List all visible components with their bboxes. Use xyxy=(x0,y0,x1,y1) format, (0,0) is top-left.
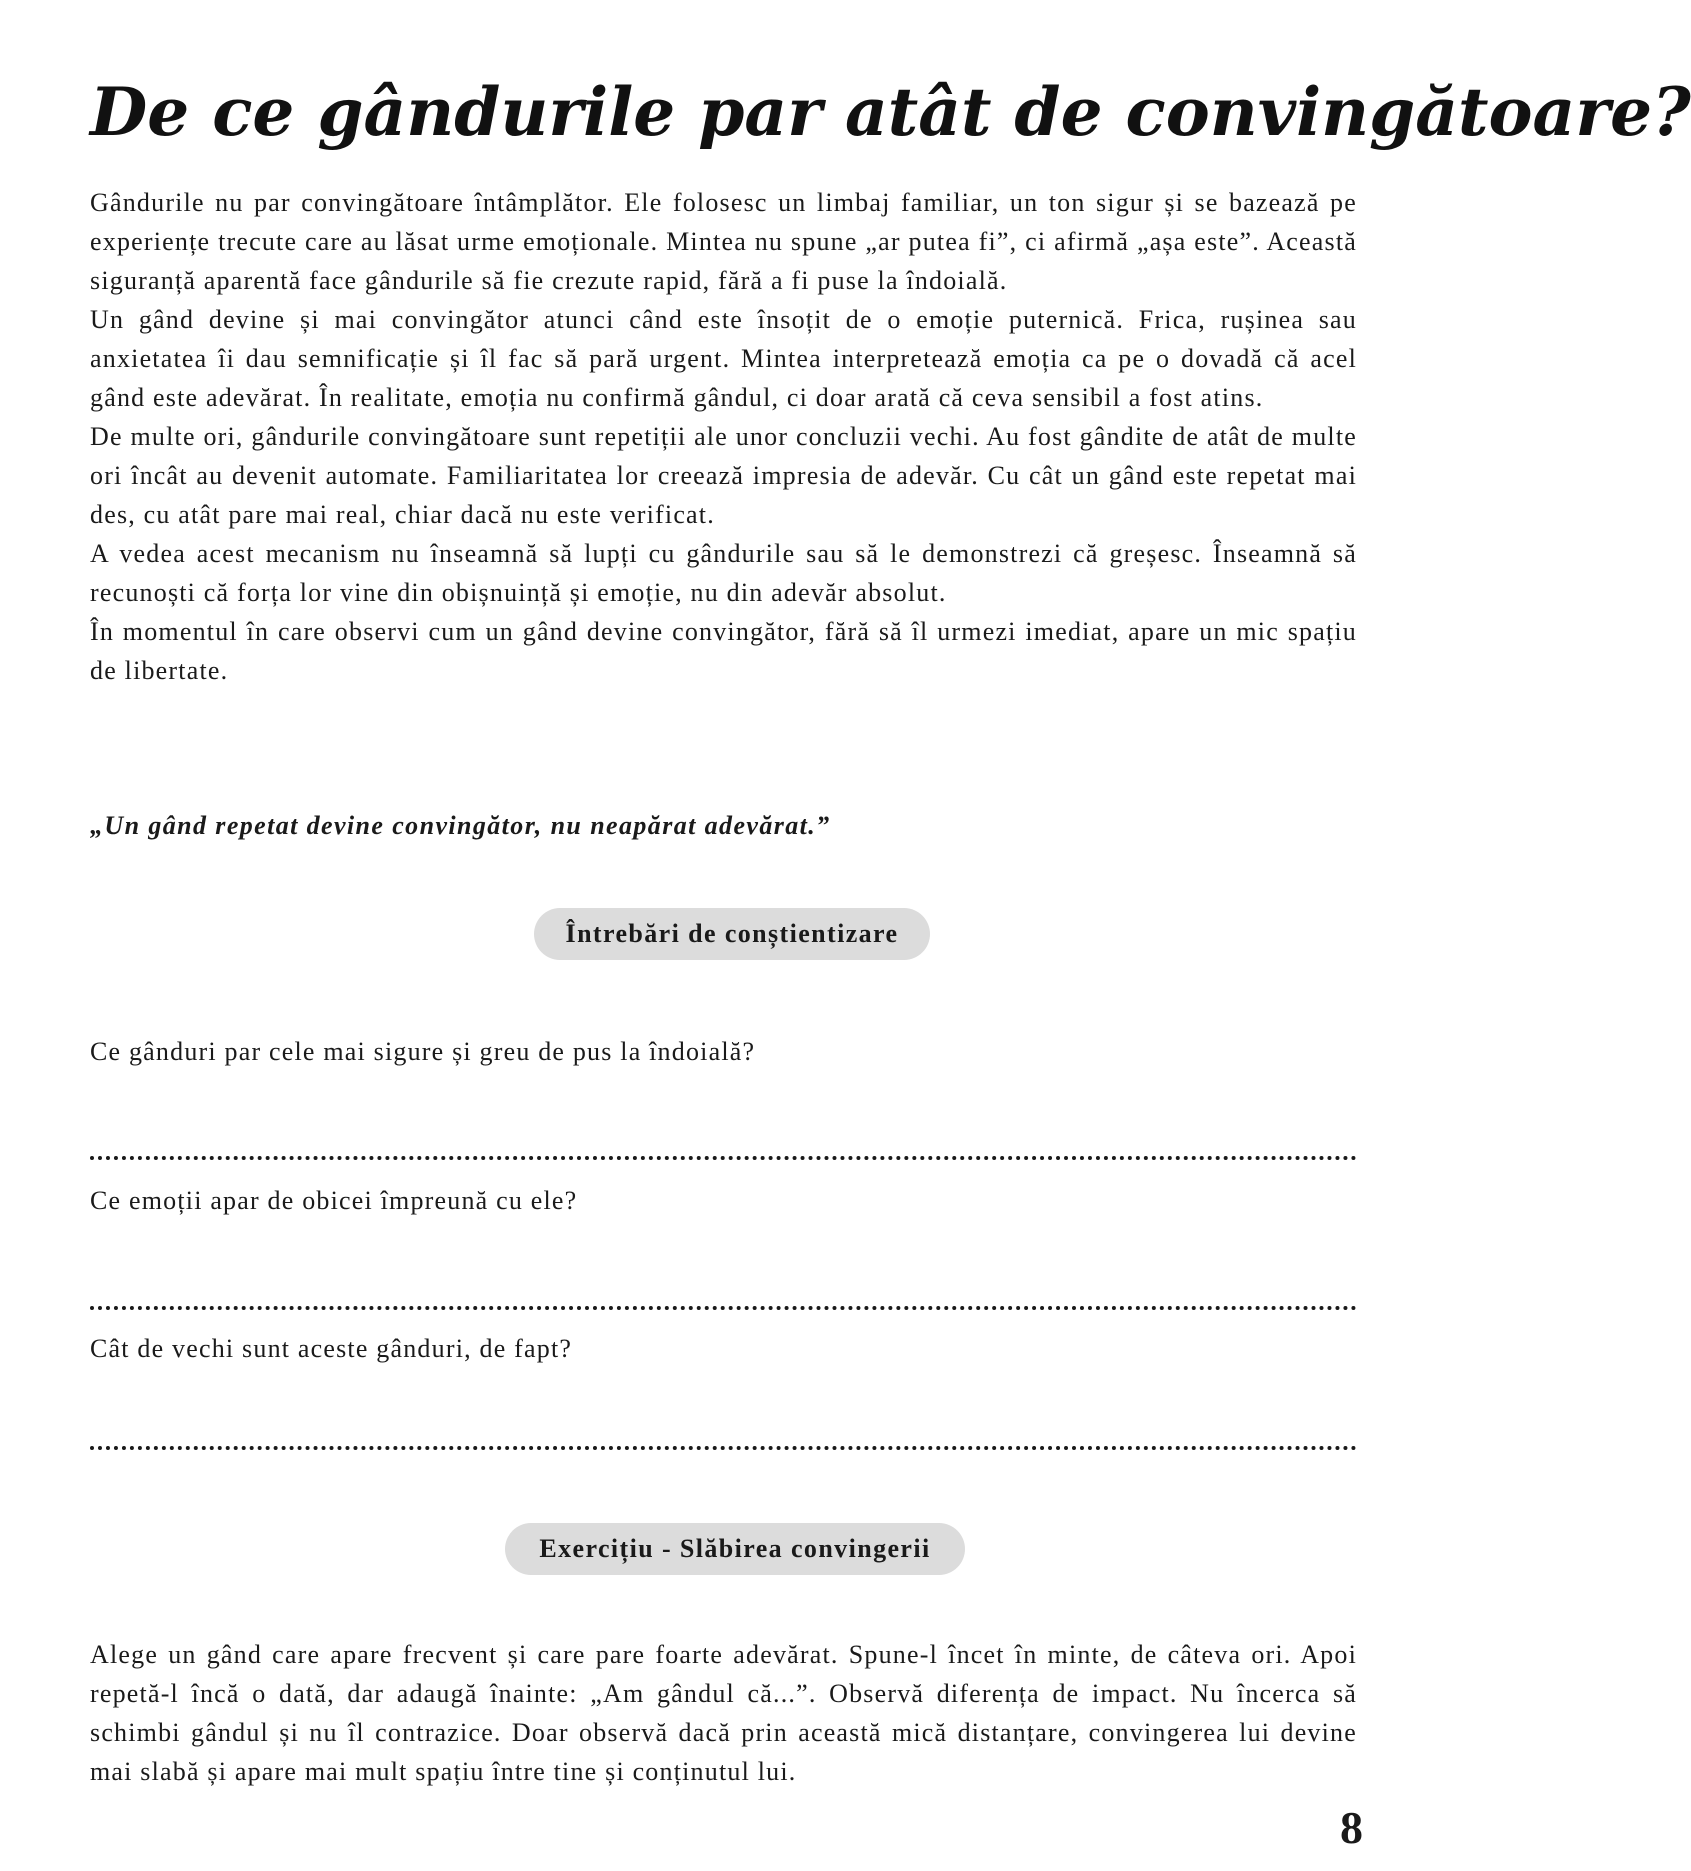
answer-line[interactable] xyxy=(90,1156,1357,1160)
question: Cât de vechi sunt aceste gânduri, de fapt? xyxy=(90,1334,573,1363)
exercise-heading: Exercițiu - Slăbirea convingerii xyxy=(505,1523,965,1575)
paragraph: În momentul în care observi cum un gând devine convingător, fără să îl urmezi imediat, apare un mic spațiu de libertate. xyxy=(90,617,1357,685)
page-title: De ce gândurile par atât de convingătoare? xyxy=(90,73,1691,151)
awareness-heading: Întrebări de conștientizare xyxy=(534,908,930,960)
paragraph: A vedea acest mecanism nu înseamnă să lupți cu gândurile sau să le demonstrezi că greșesc. Înseamnă să recunoști că forța lor vine din obișnuință și emoție, nu din adevăr absolut. xyxy=(90,539,1357,607)
page-number: 8 xyxy=(1340,1802,1363,1853)
answer-line[interactable] xyxy=(90,1446,1357,1450)
answer-line[interactable] xyxy=(90,1306,1357,1310)
question: Ce emoții apar de obicei împreună cu ele? xyxy=(90,1186,578,1215)
paragraph: Un gând devine și mai convingător atunci când este însoțit de o emoție puternică. Frica, rușinea sau anxietatea îi dau semnificație și îl fac să pară urgent. Mintea interpretează emoția ca pe o dovadă că acel gând este adevărat. În realitate, emoția nu confirmă gândul, ci doar arată că ceva sensibil a fost atins. xyxy=(90,305,1357,412)
quote: „Un gând repetat devine convingător, nu neapărat adevărat.” xyxy=(90,811,831,840)
body-text xyxy=(90,183,1357,690)
exercise-text: Alege un gând care apare frecvent și care pare foarte adevărat. Spune-l încet în minte, de câteva ori. Apoi repetă-l încă o dată, dar adaugă înainte: „Am gândul că...”. Observă diferența de impact. Nu încerca să schimbi gândul și nu îl contrazice. Doar observă dacă prin această mică distanțare, convingerea lui devine mai slabă și apare mai mult spațiu între tine și conținutul lui. xyxy=(90,1640,1357,1786)
question: Ce gânduri par cele mai sigure și greu de pus la îndoială? xyxy=(90,1037,756,1066)
paragraph: Gândurile nu par convingătoare întâmplător. Ele folosesc un limbaj familiar, un ton sigur și se bazează pe experiențe trecute care au lăsat urme emoționale. Mintea nu spune „ar putea fi”, ci afirmă „așa este”. Această siguranță aparentă face gândurile să fie crezute rapid, fără a fi puse la îndoială. xyxy=(90,188,1357,295)
paragraph: De multe ori, gândurile convingătoare sunt repetiții ale unor concluzii vechi. Au fost gândite de atât de multe ori încât au devenit automate. Familiaritatea lor creează impresia de adevăr. Cu cât un gând este repetat mai des, cu atât pare mai real, chiar dacă nu este verificat. xyxy=(90,422,1357,529)
